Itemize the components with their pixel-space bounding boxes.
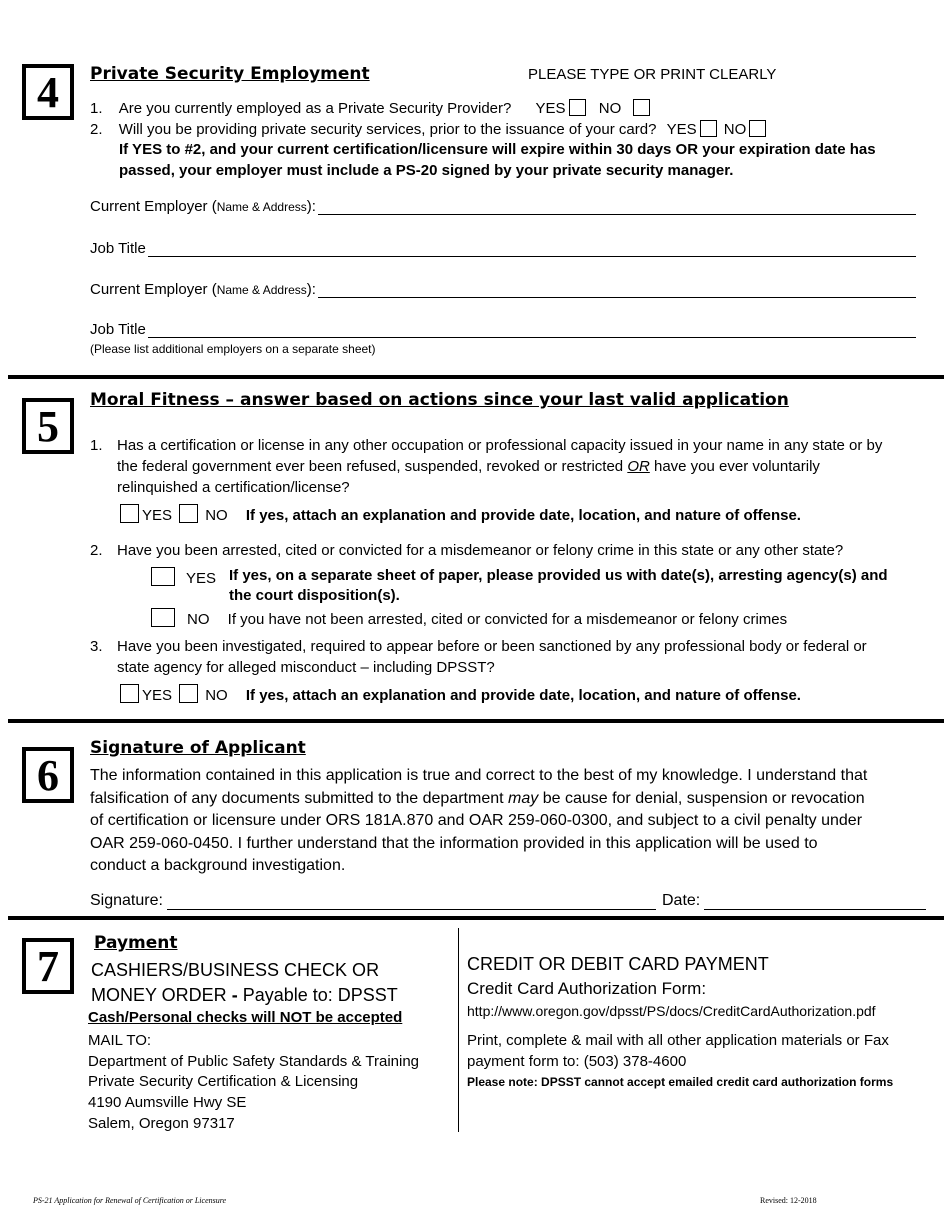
question-text: Are you currently employed as a Private Security Provider?	[118, 100, 512, 117]
no-label: NO	[187, 611, 210, 628]
job-title-input-line[interactable]	[148, 323, 916, 338]
address-line: Private Security Certification & Licensing	[88, 1073, 359, 1091]
q4-2-no-checkbox[interactable]	[749, 120, 766, 137]
no-personal-checks-note: Cash/Personal checks will NOT be accepted	[88, 1009, 403, 1026]
section-6-title: Signature of Applicant	[90, 738, 306, 758]
text: be cause for denial, suspension or revocation	[538, 789, 865, 807]
signature-input-line[interactable]	[167, 894, 656, 910]
mail-to-label: MAIL TO:	[88, 1032, 152, 1049]
paragraph-line	[90, 788, 867, 811]
expiration-warning-line2: passed, your employer must include a PS-20 signed by your private security manager.	[119, 162, 734, 179]
check-line	[91, 983, 398, 1008]
question-5-2-no-row	[148, 608, 787, 628]
check-payment-heading	[91, 958, 398, 1008]
card-form-url[interactable]: http://www.oregon.gov/dpsst/PS/docs/CreditCardAuthorization.pdf	[467, 1003, 876, 1019]
attach-note: If yes, attach an explanation and provide date, location, and nature of offense.	[245, 687, 801, 704]
question-number: 3.	[90, 638, 103, 655]
address-line: 4190 Aumsville Hwy SE	[88, 1094, 247, 1112]
field-label-small: Name & Address	[216, 283, 307, 297]
q4-2-yes-checkbox[interactable]	[700, 120, 717, 137]
additional-employers-note: (Please list additional employers on a separate sheet)	[90, 342, 376, 356]
check-line: CASHIERS/BUSINESS CHECK OR	[91, 960, 380, 980]
yes-label: YES	[142, 687, 173, 704]
instruction-line: Print, complete & mail with all other application materials or Fax	[467, 1032, 889, 1049]
section-7-title: Payment	[94, 933, 178, 953]
yes-label: YES	[535, 100, 566, 117]
q5-2-no-checkbox[interactable]	[151, 608, 175, 627]
q5-1-yes-checkbox[interactable]	[120, 504, 139, 523]
footer-revised-date: Revised: 12-2018	[760, 1196, 817, 1205]
declaration-paragraph	[90, 765, 867, 878]
question-text: Will you be providing private security services, prior to the issuance of your card?	[118, 121, 657, 138]
section-divider	[8, 916, 944, 920]
text: falsification of any documents submitted to the department	[90, 789, 509, 807]
mailing-address	[88, 1031, 419, 1135]
q5-2-no-note: If you have not been arrested, cited or convicted for a misdemeanor or felony crimes	[227, 611, 788, 628]
question-5-1-line1: Has a certification or license in any other occupation or professional capacity issued in your name in any state or by	[117, 437, 883, 454]
column-divider	[458, 928, 459, 1132]
section-4-title: Private Security Employment	[90, 64, 370, 84]
address-line: Department of Public Safety Standards & Training	[88, 1052, 420, 1070]
date-label: Date:	[662, 892, 701, 909]
paragraph-line: OAR 259-060-0450. I further understand that the information provided in this application will be used to	[90, 834, 818, 852]
question-5-3-line1: Have you been investigated, required to appear before or been sanctioned by any professional body or federal or	[117, 638, 867, 655]
q5-2-yes-checkbox[interactable]	[151, 567, 175, 586]
section-number-4: 4	[22, 64, 74, 120]
field-label-end: ):	[306, 198, 316, 215]
field-label: Job Title	[90, 240, 146, 257]
question-5-1-line2	[117, 458, 820, 475]
text: have you ever voluntarily	[649, 458, 820, 475]
question-5-3-answer	[117, 684, 801, 704]
job-title-field-2[interactable]	[90, 321, 916, 338]
no-label: NO	[205, 687, 228, 704]
question-5-1-line3: relinquished a certification/license?	[117, 479, 350, 496]
yes-label: YES	[666, 121, 697, 138]
no-label: NO	[598, 100, 622, 117]
q5-2-yes-note-line2: the court disposition(s).	[229, 587, 400, 604]
q4-1-no-checkbox[interactable]	[633, 99, 650, 116]
address-line: Salem, Oregon 97317	[88, 1114, 235, 1132]
question-number: 1.	[90, 100, 103, 117]
text: the federal government ever been refused, suspended, revoked or restricted	[117, 458, 628, 475]
paragraph-line: The information contained in this application is true and correct to the best of my knowledge. I understand that	[90, 767, 868, 784]
card-payment-title: CREDIT OR DEBIT CARD PAYMENT	[467, 954, 769, 974]
question-number: 2.	[90, 542, 103, 559]
q5-3-no-checkbox[interactable]	[179, 684, 198, 703]
paragraph-line: of certification or licensure under ORS 181A.870 and OAR 259-060-0300, and subject to a civil penalty under	[90, 812, 863, 829]
section-5-title: Moral Fitness – answer based on actions since your last valid application	[90, 390, 789, 410]
yes-label: YES	[142, 507, 173, 524]
question-number: 1.	[90, 437, 103, 454]
question-5-2: Have you been arrested, cited or convicted for a misdemeanor or felony crime in this state or any other state?	[117, 542, 844, 559]
question-4-1	[90, 99, 653, 117]
q5-1-no-checkbox[interactable]	[179, 504, 198, 523]
question-5-3-line2: state agency for alleged misconduct – including DPSST?	[117, 659, 495, 676]
print-instruction: PLEASE TYPE OR PRINT CLEARLY	[528, 66, 777, 83]
text-dash: -	[231, 985, 238, 1005]
attach-note: If yes, attach an explanation and provide date, location, and nature of offense.	[245, 507, 801, 524]
card-email-note: Please note: DPSST cannot accept emailed credit card authorization forms	[467, 1075, 894, 1089]
card-print-instructions	[467, 1031, 889, 1072]
employer-input-line[interactable]	[318, 200, 916, 215]
instruction-line: payment form to: (503) 378-4600	[467, 1052, 687, 1070]
q5-2-yes-note-line1: If yes, on a separate sheet of paper, please provided us with date(s), arresting agency(s) and	[229, 567, 888, 584]
question-number: 2.	[90, 121, 103, 138]
job-title-field-1[interactable]	[90, 240, 916, 257]
footer-form-name: PS-21 Application for Renewal of Certification or Licensure	[33, 1196, 227, 1205]
date-field[interactable]	[662, 892, 926, 910]
q4-1-yes-checkbox[interactable]	[569, 99, 586, 116]
section-number-6: 6	[22, 747, 74, 803]
field-label: Current Employer (	[90, 198, 217, 215]
card-form-label: Credit Card Authorization Form:	[467, 979, 707, 998]
signature-label: Signature:	[90, 892, 163, 909]
no-label: NO	[723, 121, 747, 138]
q5-3-yes-checkbox[interactable]	[120, 684, 139, 703]
current-employer-field-2[interactable]	[90, 281, 916, 298]
field-label: Current Employer (	[90, 281, 217, 298]
question-4-2	[90, 120, 769, 138]
job-title-input-line[interactable]	[148, 242, 916, 257]
text: Payable to: DPSST	[237, 985, 398, 1005]
question-5-2-yes-row	[148, 567, 216, 587]
field-label-small: Name & Address	[216, 200, 307, 214]
field-label-end: ):	[306, 281, 316, 298]
text-or: OR	[627, 458, 650, 475]
employer-input-line[interactable]	[318, 283, 916, 298]
text: MONEY ORDER	[91, 985, 232, 1005]
no-label: NO	[205, 507, 228, 524]
section-divider	[8, 719, 944, 723]
text-may: may	[508, 789, 539, 807]
paragraph-line: conduct a background investigation.	[90, 857, 346, 874]
section-number-7: 7	[22, 938, 74, 994]
date-input-line[interactable]	[704, 894, 926, 910]
question-5-1-answer	[117, 504, 801, 524]
section-number-5: 5	[22, 398, 74, 454]
current-employer-field-1[interactable]	[90, 198, 916, 215]
field-label: Job Title	[90, 321, 146, 338]
signature-field[interactable]	[90, 892, 656, 910]
section-divider	[8, 375, 944, 379]
expiration-warning-line1: If YES to #2, and your current certification/licensure will expire within 30 days OR your expiration date has	[119, 141, 876, 158]
yes-label: YES	[186, 570, 217, 587]
